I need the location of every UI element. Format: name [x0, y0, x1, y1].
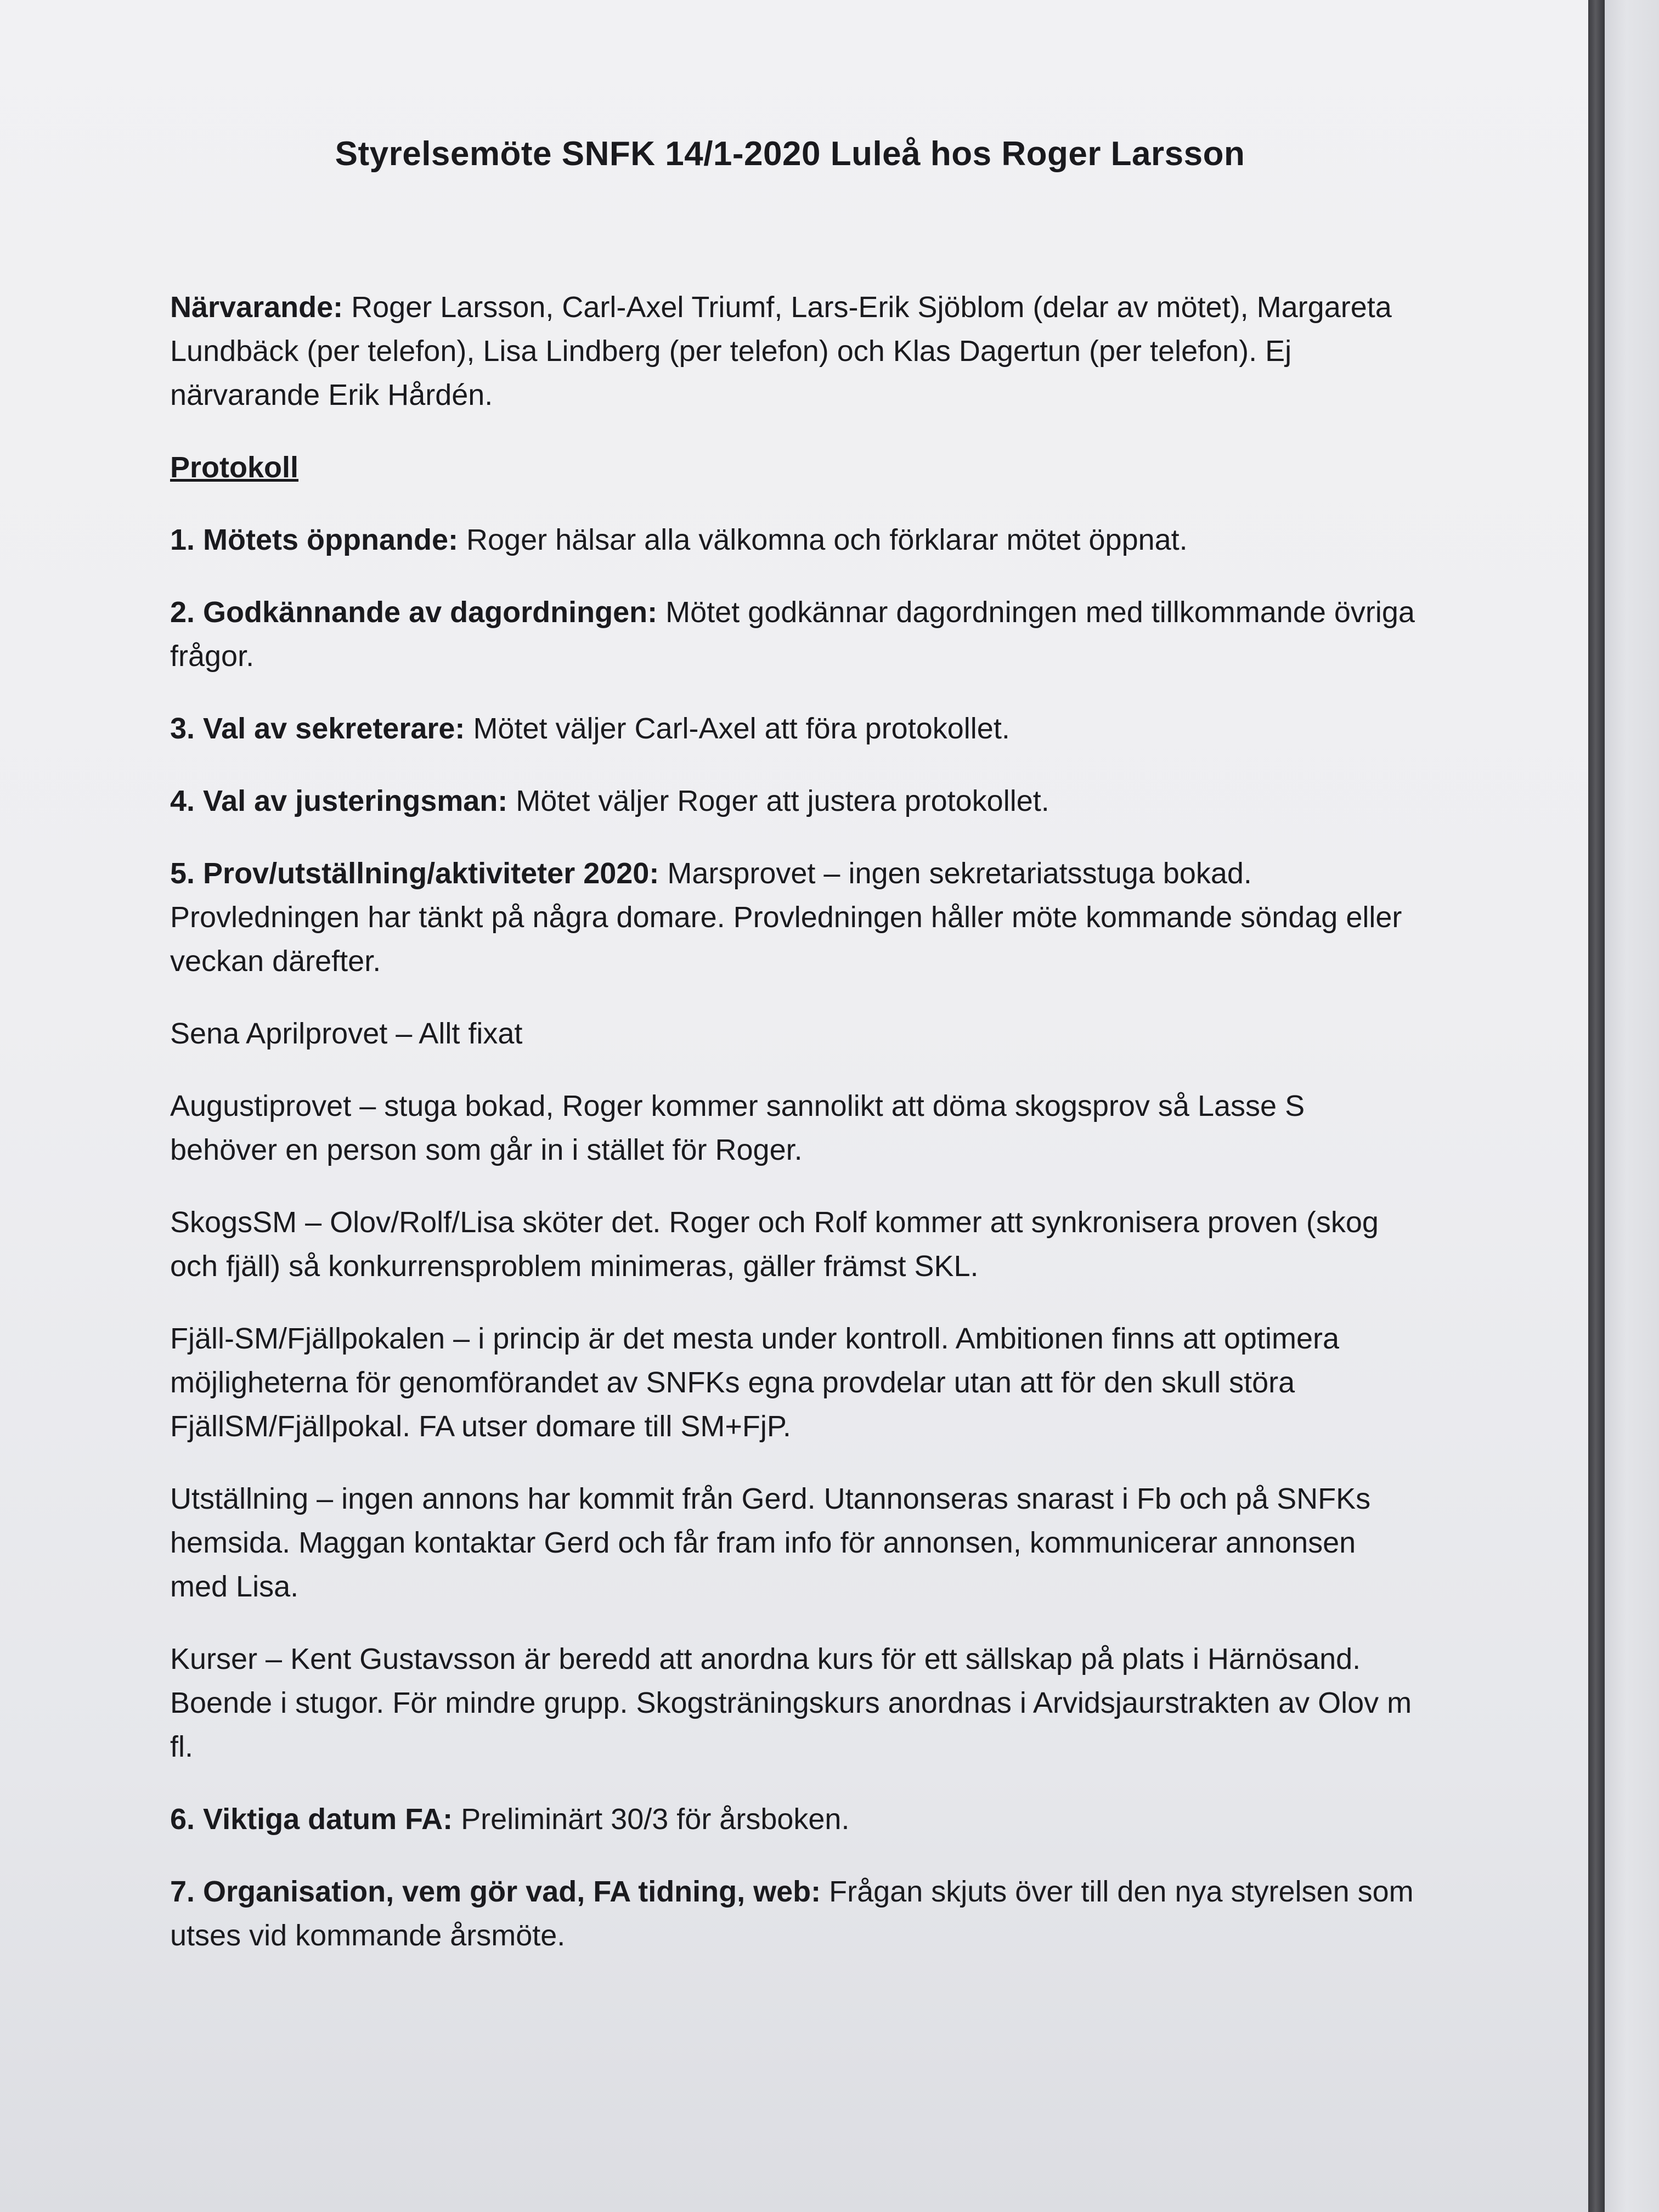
- document-title: Styrelsemöte SNFK 14/1-2020 Luleå hos Roger Larsson: [335, 135, 1245, 173]
- agenda-item-text: Mötet väljer Roger att justera protokollet.: [516, 785, 1049, 817]
- agenda-item-label: 2. Godkännande av dagordningen:: [170, 596, 658, 629]
- agenda-item-label: 6. Viktiga datum FA:: [170, 1803, 453, 1836]
- agenda-item-5: [170, 851, 1415, 983]
- note-paragraph: SkogsSM – Olov/Rolf/Lisa sköter det. Roger och Rolf kommer att synkronisera proven (skog och fjäll) så konkurrensproblem minimeras, gäller främst SKL.: [170, 1206, 1379, 1283]
- binder-strip: [1588, 0, 1605, 2212]
- agenda-item-label: 7. Organisation, vem gör vad, FA tidning, web:: [170, 1875, 821, 1908]
- agenda-item-3: [170, 707, 1415, 751]
- note-paragraph: Kurser – Kent Gustavsson är beredd att anordna kurs för ett sällskap på plats i Härnösand. Boende i stugor. För mindre grupp. Skogsträningskurs anordnas i Arvidsjaurstrakten av Olov m fl.: [170, 1643, 1412, 1763]
- note-paragraph: Augustiprovet – stuga bokad, Roger kommer sannolikt att döma skogsprov så Lasse S behöver en person som går in i stället för Roger.: [170, 1090, 1305, 1166]
- agenda-item-4: [170, 779, 1415, 823]
- agenda-item-1: [170, 518, 1415, 562]
- agenda-item-label: 4. Val av justeringsman:: [170, 785, 508, 817]
- agenda-item-text: Preliminärt 30/3 för årsboken.: [461, 1803, 850, 1836]
- note-paragraph: Sena Aprilprovet – Allt fixat: [170, 1017, 523, 1050]
- agenda-item-7: [170, 1870, 1415, 1957]
- agenda-item-text: Frågan skjuts över till den nya styrelsen som utses vid kommande årsmöte.: [170, 1875, 1414, 1952]
- agenda-item-2: [170, 590, 1415, 678]
- agenda-item-text: Marsprovet – ingen sekretariatsstuga bokad. Provledningen har tänkt på några domare. Provledningen håller möte kommande söndag eller veckan därefter.: [170, 857, 1402, 978]
- agenda-item-6: [170, 1797, 1415, 1841]
- protocol-heading: Protokoll: [170, 451, 299, 484]
- agenda-item-text: Mötet väljer Carl-Axel att föra protokollet.: [473, 712, 1010, 745]
- agenda-item-label: 1. Mötets öppnande:: [170, 523, 458, 556]
- page-edge: [1605, 0, 1659, 2212]
- document-body: [170, 285, 1415, 1986]
- attendance-label: Närvarande:: [170, 291, 343, 324]
- note-paragraph: Utställning – ingen annons har kommit från Gerd. Utannonseras snarast i Fb och på SNFKs hemsida. Maggan kontaktar Gerd och får fram info för annonsen, kommunicerar annonsen med Lisa.: [170, 1482, 1371, 1603]
- note-paragraph: Fjäll-SM/Fjällpokalen – i princip är det mesta under kontroll. Ambitionen finns att optimera möjligheterna för genomförandet av SNFKs egna provdelar utan att för den skull störa FjällSM/Fjällpokal. FA utser domare till SM+FjP.: [170, 1322, 1339, 1443]
- agenda-item-label: 5. Prov/utställning/aktiviteter 2020:: [170, 857, 659, 890]
- agenda-item-label: 3. Val av sekreterare:: [170, 712, 465, 745]
- attendance-text: Roger Larsson, Carl-Axel Triumf, Lars-Erik Sjöblom (delar av mötet), Margareta Lundbäck (per telefon), Lisa Lindberg (per telefon) och Klas Dagertun (per telefon). Ej närvarande Erik Hårdén.: [170, 291, 1392, 411]
- agenda-item-text: Roger hälsar alla välkomna och förklarar mötet öppnat.: [466, 523, 1188, 556]
- agenda-item-text: Mötet godkännar dagordningen med tillkommande övriga frågor.: [170, 596, 1415, 673]
- attendance-paragraph: [170, 285, 1415, 417]
